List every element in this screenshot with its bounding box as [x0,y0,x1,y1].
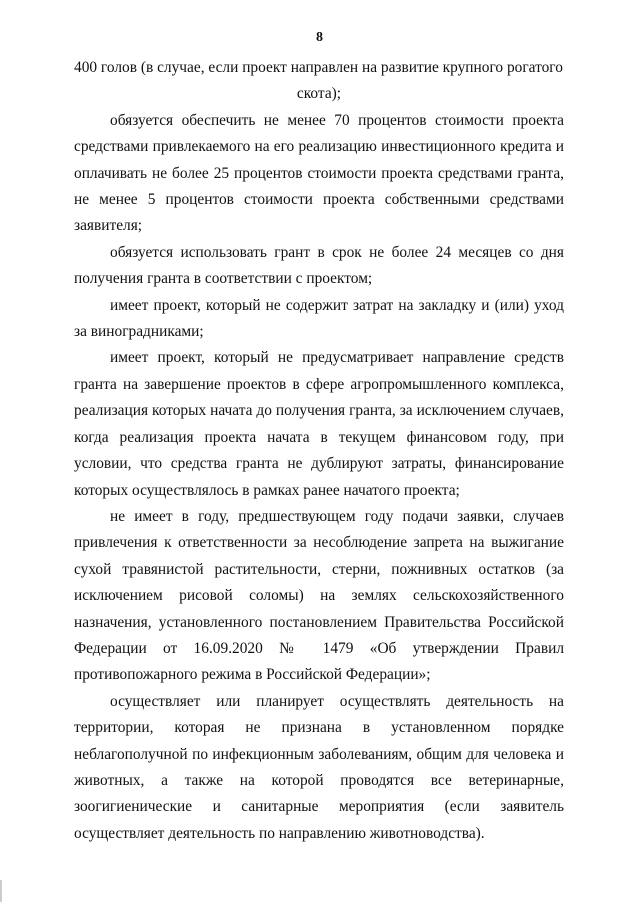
paragraph-veterinary: осуществляет или планирует осуществлять деятельность на территории, которая не признана в установленном порядке неблагополучной по инфекционным заболеваниям, общим для человека и животных, а также на которой проводятся все ветеринарные, зоогигиенические и санитарные мероприятия (если заявитель осуществляет деятельность по направлению животноводства). [74,692,564,842]
paragraph-vineyard-costs: имеет проект, который не содержит затрат на закладку и (или) уход за виноградниками; [74,296,564,341]
paragraph-grant-term: обязуется использовать грант в срок не более 24 месяцев со дня получения гранта в соответствии с проектом; [74,243,564,288]
paragraph-continuation-line: 400 голов (в случае, если проект направлен на развитие крупного рогатого [74,59,563,76]
page-number: 8 [316,30,323,45]
paragraph-project-completion: имеет проект, который не предусматривает направление средств гранта на завершение проектов в сфере агропромышленного комплекса, реализация которых начата до получения гранта, за исключением случаев, когда реализация проекта начата в текущем финансовом году, при условии, что средства гранта не дублируют затраты, финансирование которых осуществлялось в рамках ранее начатого проекта; [74,349,564,499]
paragraph-continuation [74,55,564,108]
document-body [74,55,564,847]
paragraph-burning-ban: не имеет в году, предшествующем году подачи заявки, случаев привлечения к ответственности за несоблюдение запрета на выжигание сухой травянистой растительности, стерни, пожнивных остатков (за исключением рисовой соломы) на землях сельскохозяйственного назначения, установленного постановлением Правительства Российской Федерации от 16.09.2020 № 1479 «Об утверждении Правил противопожарного режима в Российской Федерации»; [74,507,564,684]
scan-edge-mark [0,880,2,902]
paragraph-continuation-tail: скота); [296,85,342,103]
paragraph-cofinancing: обязуется обеспечить не менее 70 процентов стоимости проекта средствами привлекаемого на его реализацию инвестиционного кредита и оплачивать не более 25 процентов стоимости проекта средствами гранта, не менее 5 процентов стоимости проекта собственными средствами заявителя; [74,111,564,235]
